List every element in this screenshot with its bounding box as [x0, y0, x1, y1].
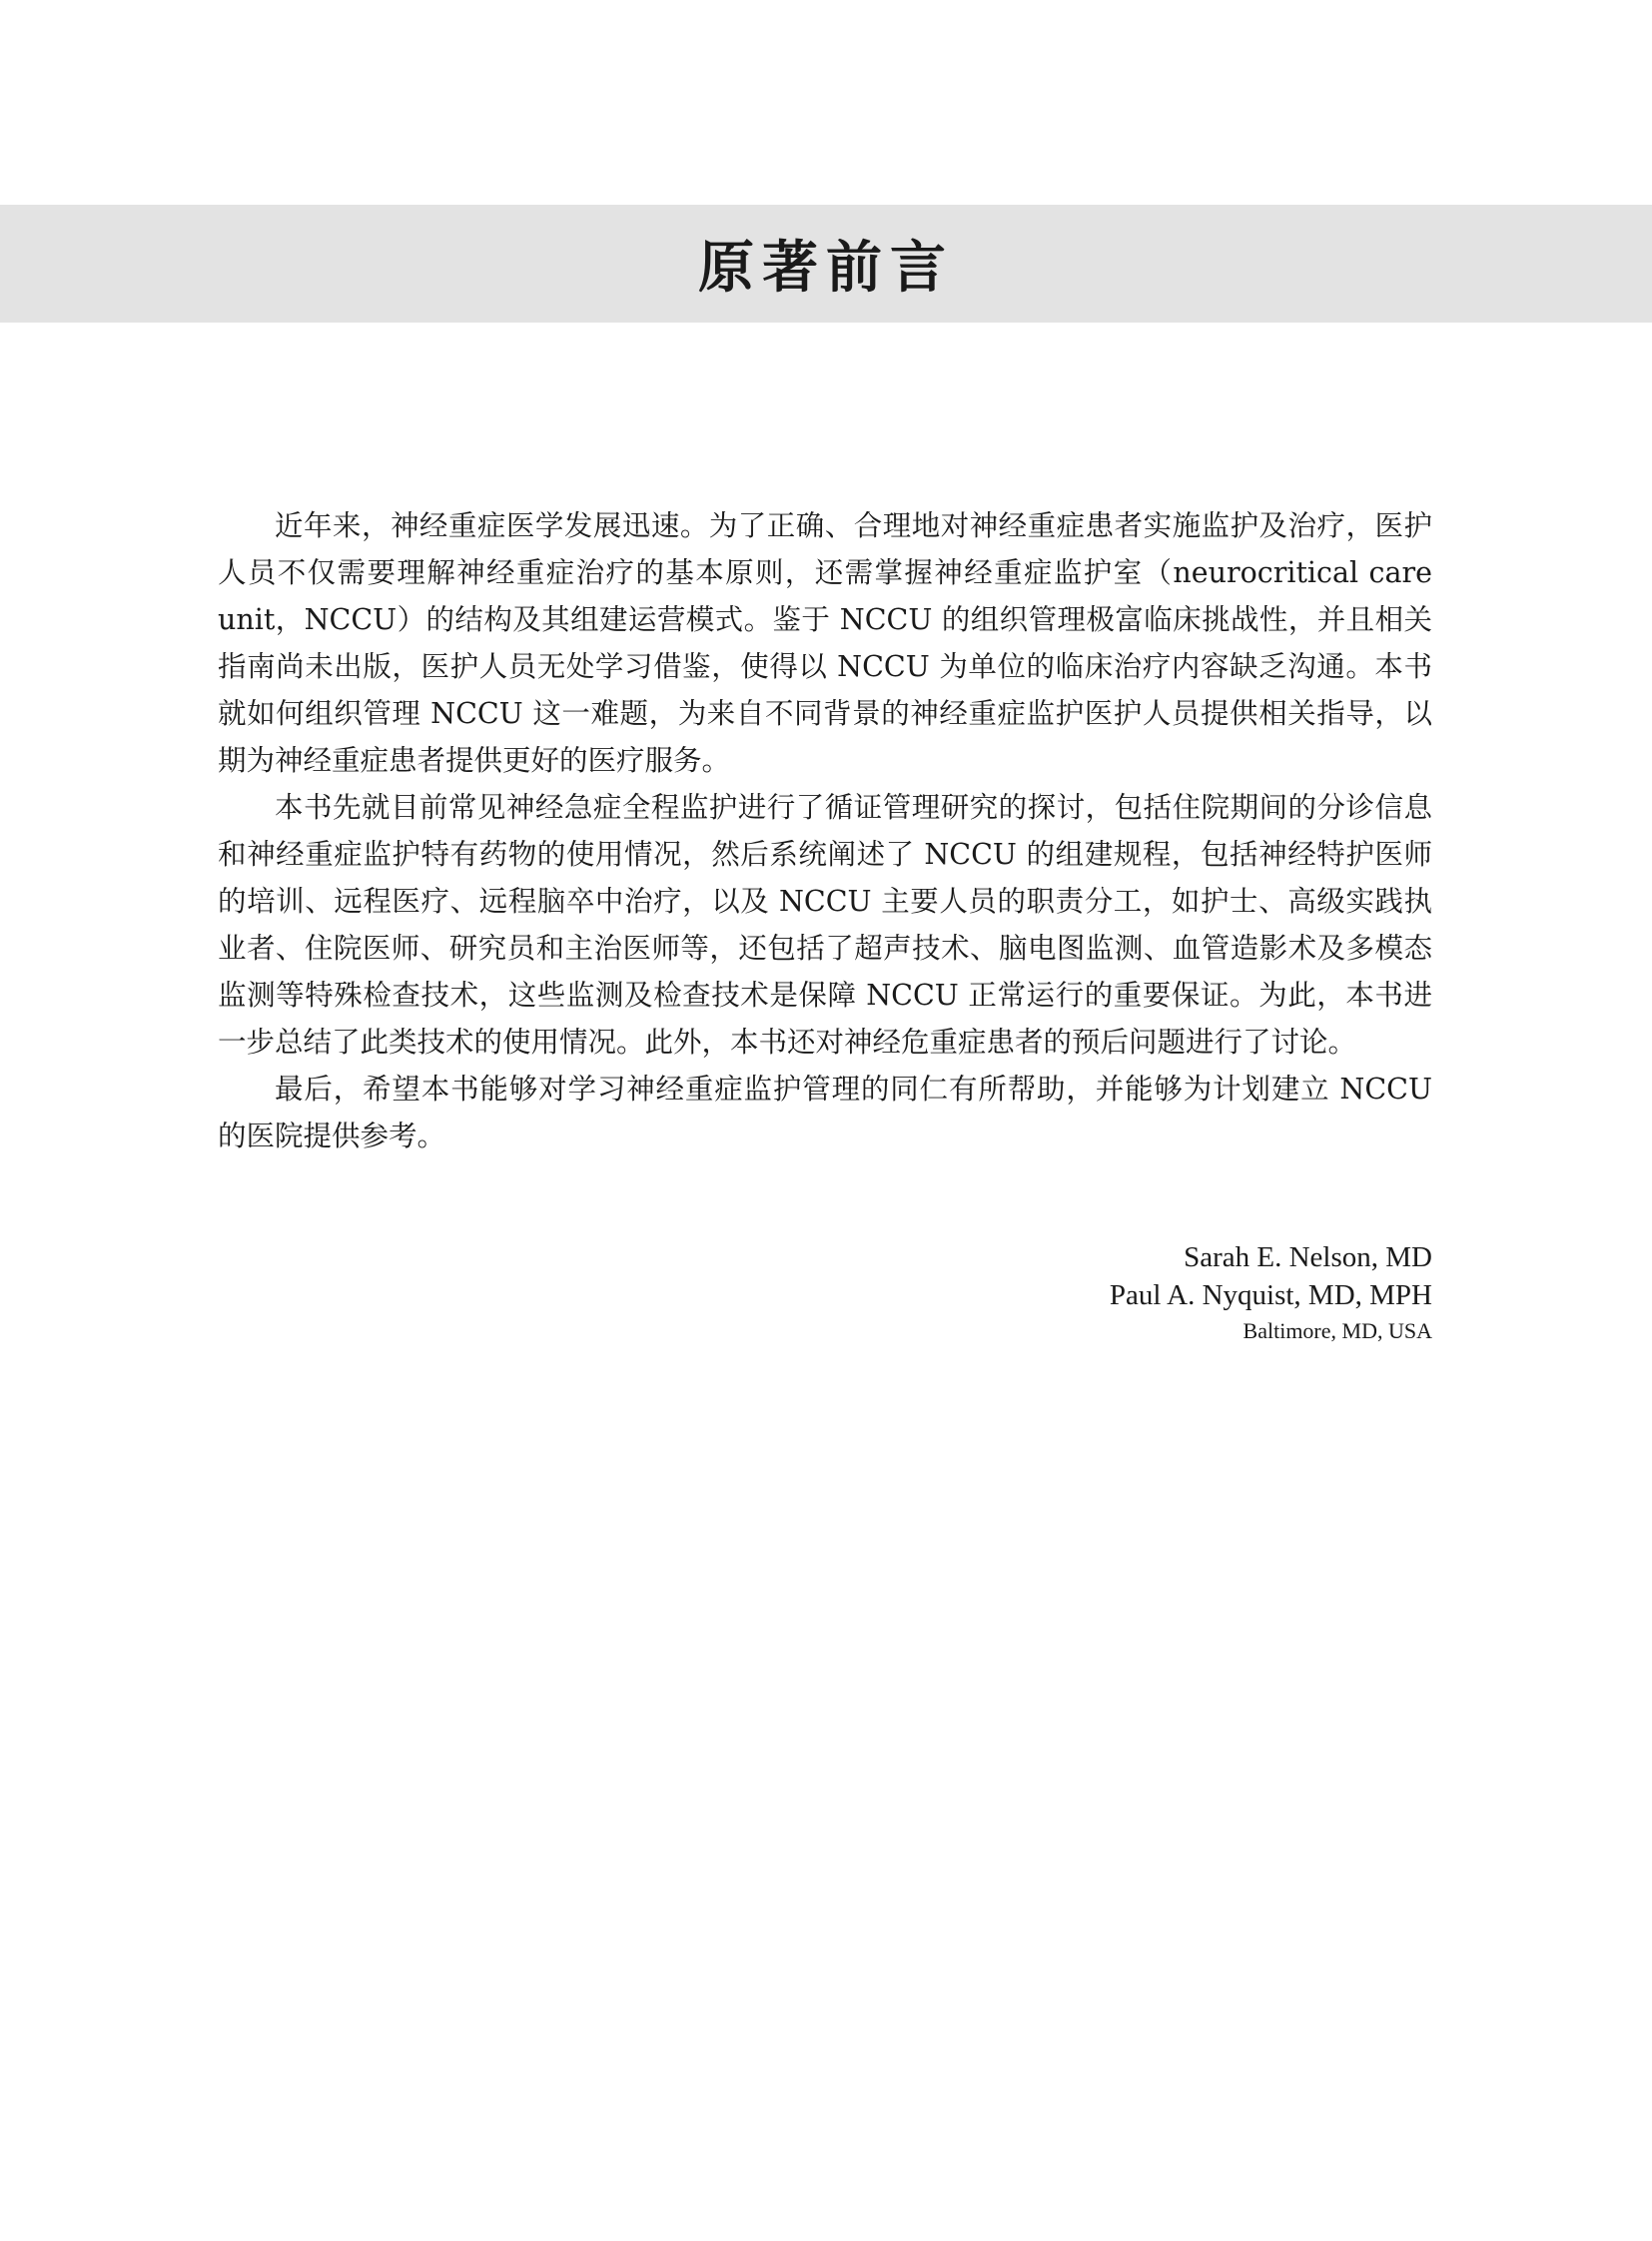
page-title: 原著前言 — [698, 235, 954, 301]
author-name-2: Paul A. Nyquist, MD, MPH — [1109, 1279, 1432, 1311]
preface-paragraph-2: 本书先就目前常见神经急症全程监护进行了循证管理研究的探讨，包括住院期间的分诊信息和神经重症监护特有药物的使用情况，然后系统阐述了 NCCU 的组建规程，包括神经特护医师的培训、远程医疗、远程脑卒中治疗，以及 NCCU 主要人员的职责分工，如护士、高级实践执业者、住院医师、研究员和主治医师等，还包括了超声技术、脑电图监测、血管造影术及多模态监测等特殊检查技术，这些监测及检查技术是保障 NCCU 正常运行的重要保证。为此，本书进一步总结了此类技术的使用情况。此外，本书还对神经危重症患者的预后问题进行了讨论。 — [218, 791, 1432, 1059]
preface-paragraph-3: 最后，希望本书能够对学习神经重症监护管理的同仁有所帮助，并能够为计划建立 NCCU 的医院提供参考。 — [218, 1073, 1432, 1152]
preface-paragraph-1: 近年来，神经重症医学发展迅速。为了正确、合理地对神经重症患者实施监护及治疗，医护人员不仅需要理解神经重症治疗的基本原则，还需掌握神经重症监护室（neurocritical care unit，NCCU）的结构及其组建运营模式。鉴于 NCCU 的组织管理极富临床挑战性，并且相关指南尚未出版，医护人员无处学习借鉴，使得以 NCCU 为单位的临床治疗内容缺乏沟通。本书就如何组织管理 NCCU 这一难题，为来自不同背景的神经重症监护医护人员提供相关指导，以期为神经重症患者提供更好的医疗服务。 — [218, 509, 1432, 777]
signature-block — [1110, 1238, 1432, 1348]
author-name-1: Sarah E. Nelson, MD — [1184, 1241, 1432, 1273]
title-banner — [0, 205, 1652, 323]
preface-body — [218, 502, 1432, 1159]
author-location: Baltimore, MD, USA — [1242, 1318, 1432, 1343]
